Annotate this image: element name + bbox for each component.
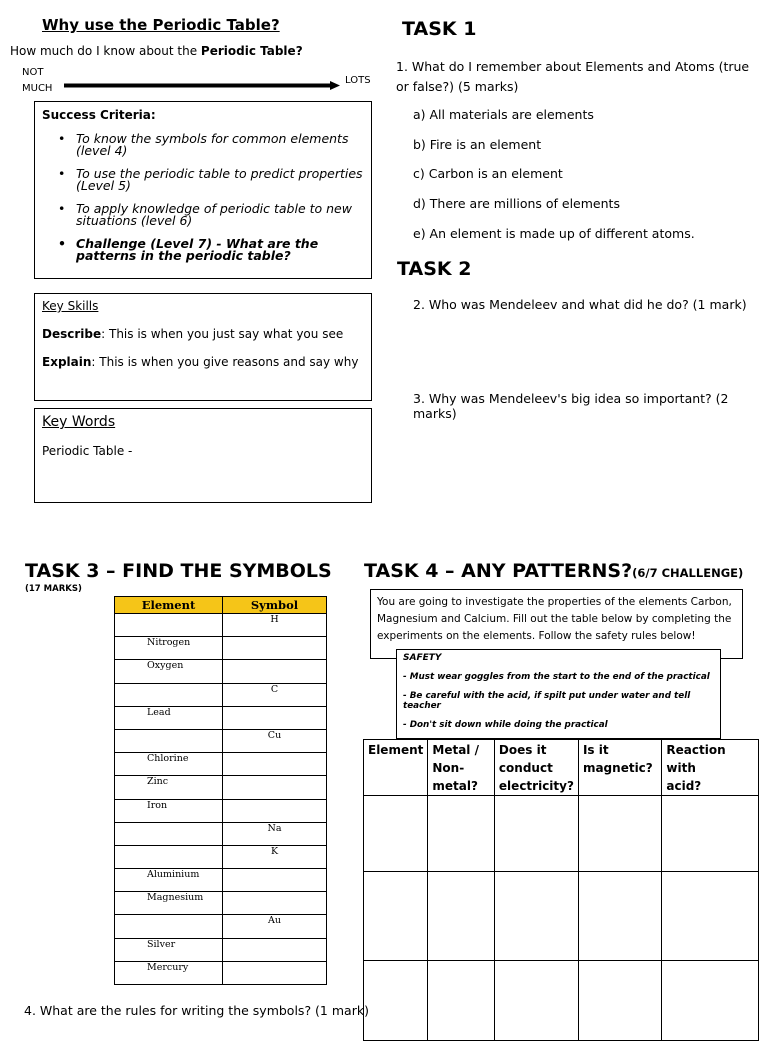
table-row [115, 706, 327, 729]
element-cell: Iron [115, 799, 223, 822]
column-header-element: Element [115, 597, 223, 614]
task2-question-2: 2. Who was Mendeleev and what did he do? (1 mark) [413, 297, 747, 312]
success-criteria-list [42, 133, 365, 262]
describe-term: Describe [42, 327, 102, 341]
question-bold: Periodic Table? [200, 44, 303, 58]
criteria-item-challenge: • Challenge (Level 7) - What are the patterns in the periodic table? [42, 238, 365, 262]
task4-heading-line [364, 560, 743, 582]
symbol-cell[interactable] [223, 961, 327, 984]
table-row [115, 869, 327, 892]
table-cell[interactable] [428, 796, 495, 872]
criteria-item: • To know the symbols for common elements (level 4) [42, 133, 365, 157]
key-word-item: Periodic Table - [42, 444, 133, 458]
symbol-cell[interactable] [223, 706, 327, 729]
table-row [115, 660, 327, 683]
table-cell[interactable] [428, 872, 495, 961]
symbol-cell[interactable] [223, 660, 327, 683]
criteria-item: • To use the periodic table to predict properties (Level 5) [42, 168, 365, 192]
task3-marks: (17 MARKS) [25, 584, 82, 594]
table-cell[interactable] [494, 872, 578, 961]
table-row [115, 938, 327, 961]
symbol-cell[interactable] [223, 776, 327, 799]
safety-heading: SAFETY [403, 653, 442, 663]
column-header-conduct: Does it conduct electricity? [494, 740, 578, 796]
table-row [115, 637, 327, 660]
element-cell[interactable] [115, 614, 223, 637]
success-criteria-heading: Success Criteria: [42, 108, 156, 122]
task1-option: d) There are millions of elements [413, 196, 620, 211]
element-cell[interactable] [115, 915, 223, 938]
element-cell: Lead [115, 706, 223, 729]
table-cell[interactable] [578, 961, 661, 1041]
key-skills-heading: Key Skills [42, 299, 99, 313]
table-row [364, 872, 759, 961]
question-text: How much do I know about the [10, 44, 201, 58]
element-cell: Magnesium [115, 892, 223, 915]
column-header-magnetic: Is it magnetic? [578, 740, 661, 796]
table-cell[interactable] [662, 872, 759, 961]
task4-challenge: (6/7 CHALLENGE) [632, 566, 744, 580]
task2-question-3: 3. Why was Mendeleev's big idea so important? (2 marks) [413, 391, 729, 421]
element-cell: Aluminium [115, 869, 223, 892]
symbol-cell: Na [223, 822, 327, 845]
table-row [364, 961, 759, 1041]
column-header-acid: Reaction with acid? [662, 740, 759, 796]
describe-definition [42, 327, 365, 341]
table-row [115, 915, 327, 938]
key-words-box [34, 408, 372, 503]
element-cell[interactable] [115, 729, 223, 752]
table-row [115, 822, 327, 845]
task3-heading: TASK 3 – FIND THE SYMBOLS [25, 560, 332, 582]
element-cell[interactable] [115, 845, 223, 868]
safety-rule: - Be careful with the acid, if spilt put under water and tell teacher [403, 691, 691, 711]
column-header-symbol: Symbol [223, 597, 327, 614]
element-cell: Nitrogen [115, 637, 223, 660]
symbol-cell[interactable] [223, 637, 327, 660]
safety-box [396, 649, 721, 739]
table-row [115, 961, 327, 984]
table-cell[interactable] [578, 796, 661, 872]
confidence-scale-arrow [64, 75, 340, 84]
element-cell: Silver [115, 938, 223, 961]
symbol-cell[interactable] [223, 753, 327, 776]
task3-question-4: 4. What are the rules for writing the symbols? (1 mark) [24, 1003, 369, 1018]
symbol-cell[interactable] [223, 938, 327, 961]
symbol-cell[interactable] [223, 892, 327, 915]
table-cell[interactable] [364, 796, 428, 872]
patterns-table-header [364, 740, 759, 796]
table-cell[interactable] [364, 961, 428, 1041]
scale-label-lots: LOTS [345, 75, 371, 86]
task1-option: e) An element is made up of different atoms. [413, 226, 695, 241]
task1-option: a) All materials are elements [413, 107, 594, 122]
task4-heading: TASK 4 – ANY PATTERNS? [364, 560, 633, 582]
table-row [115, 683, 327, 706]
element-cell: Mercury [115, 961, 223, 984]
safety-rule: - Don't sit down while doing the practical [403, 720, 608, 730]
explain-text: : This is when you give reasons and say why [91, 355, 359, 369]
table-cell[interactable] [494, 961, 578, 1041]
element-cell: Zinc [115, 776, 223, 799]
task1-option: b) Fire is an element [413, 137, 542, 152]
describe-text: : This is when you just say what you see [101, 327, 344, 341]
symbols-table [114, 596, 327, 985]
table-row [115, 845, 327, 868]
symbol-cell: Cu [223, 729, 327, 752]
element-cell[interactable] [115, 822, 223, 845]
table-cell[interactable] [494, 796, 578, 872]
table-cell[interactable] [662, 961, 759, 1041]
table-cell[interactable] [364, 872, 428, 961]
element-cell: Chlorine [115, 753, 223, 776]
table-row [115, 799, 327, 822]
task4-intro-text: You are going to investigate the properties of the elements Carbon, Magnesium and Calcium. Fill out the table below by completing the experiments on the elements. Follow the safety rules below! [377, 596, 732, 642]
table-row [115, 892, 327, 915]
element-cell[interactable] [115, 683, 223, 706]
table-row [115, 753, 327, 776]
table-cell[interactable] [662, 796, 759, 872]
table-row [115, 614, 327, 637]
table-cell[interactable] [578, 872, 661, 961]
scale-label-not: NOT [22, 67, 44, 78]
patterns-table [363, 739, 759, 1041]
symbol-cell: K [223, 845, 327, 868]
element-cell: Oxygen [115, 660, 223, 683]
table-cell[interactable] [428, 961, 495, 1041]
explain-definition [42, 355, 365, 369]
explain-term: Explain [42, 355, 92, 369]
task1-heading: TASK 1 [402, 18, 477, 40]
key-skills-box [34, 293, 372, 401]
criteria-item: • To apply knowledge of periodic table to new situations (level 6) [42, 203, 365, 227]
table-row [364, 796, 759, 872]
task2-heading: TASK 2 [397, 258, 472, 280]
column-header-element: Element [364, 740, 428, 796]
success-criteria-box [34, 101, 372, 279]
symbols-table-header [115, 597, 327, 614]
key-words-heading: Key Words [42, 414, 116, 430]
symbol-cell: H [223, 614, 327, 637]
task1-option: c) Carbon is an element [413, 166, 563, 181]
table-row [115, 729, 327, 752]
symbol-cell[interactable] [223, 869, 327, 892]
symbol-cell[interactable] [223, 799, 327, 822]
symbol-cell: C [223, 683, 327, 706]
column-header-metal: Metal / Non- metal? [428, 740, 495, 796]
task1-question: 1. What do I remember about Elements and Atoms (true or false?) (5 marks) [396, 59, 750, 94]
symbols-table-body [115, 614, 327, 985]
safety-rule: - Must wear goggles from the start to the end of the practical [403, 672, 710, 682]
page-title: Why use the Periodic Table? [42, 16, 280, 34]
knowledge-question [10, 44, 303, 58]
scale-label-much: MUCH [22, 83, 53, 94]
table-row [115, 776, 327, 799]
symbol-cell: Au [223, 915, 327, 938]
